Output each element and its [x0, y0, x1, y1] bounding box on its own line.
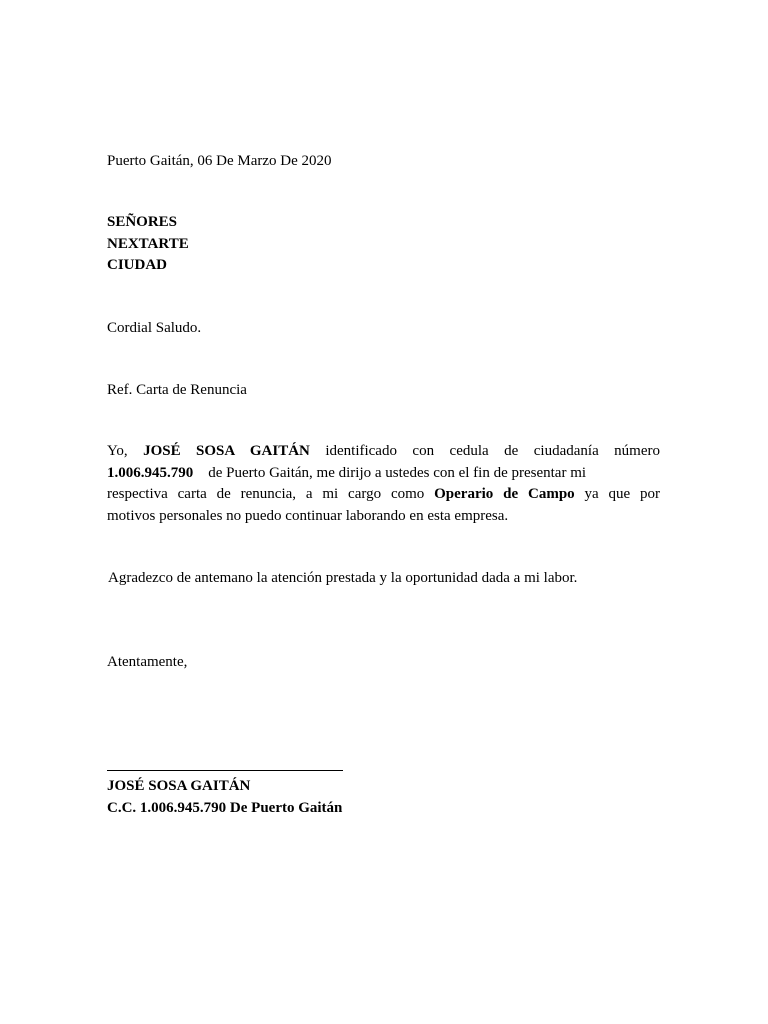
addressee-line-1: SEÑORES: [107, 214, 178, 230]
body-sender-name: JOSÉ SOSA GAITÁN: [143, 443, 310, 459]
body-line-4: motivos personales no puedo continuar laborando en esta empresa.: [107, 507, 509, 524]
body-origin-text: de Puerto Gaitán, me dirijo a ustedes con el fin de presentar mi: [208, 464, 587, 481]
addressee-line-3: CIUDAD: [107, 257, 167, 273]
closing-line: Atentamente,: [107, 654, 188, 670]
body-resignation-text: respectiva carta de renuncia, a mi cargo como: [107, 486, 425, 502]
signature-line: [107, 770, 343, 771]
body-id-text: identificado con cedula de ciudadanía número: [325, 443, 661, 459]
body-line-1: [107, 441, 660, 463]
signature-block: [107, 776, 342, 819]
body-intro-text: Yo,: [107, 443, 128, 459]
date-line: Puerto Gaitán, 06 De Marzo De 2020: [107, 153, 332, 169]
body-paragraph: [107, 441, 660, 527]
signature-name: JOSÉ SOSA GAITÁN: [107, 778, 251, 794]
body-id-number: 1.006.945.790: [107, 464, 194, 481]
greeting: Cordial Saludo.: [107, 320, 202, 336]
thanks-paragraph: Agradezco de antemano la atención prestada y la oportunidad dada a mi labor.: [108, 570, 578, 586]
addressee-block: [107, 212, 189, 277]
body-reason-text: ya que por: [584, 486, 661, 502]
signature-id-line: C.C. 1.006.945.790 De Puerto Gaitán: [107, 799, 343, 816]
body-line-2: [107, 463, 660, 485]
addressee-line-2: NEXTARTE: [107, 235, 189, 252]
body-line-3: [107, 484, 660, 506]
reference-line: Ref. Carta de Renuncia: [107, 382, 247, 398]
body-role: Operario de Campo: [434, 486, 575, 502]
